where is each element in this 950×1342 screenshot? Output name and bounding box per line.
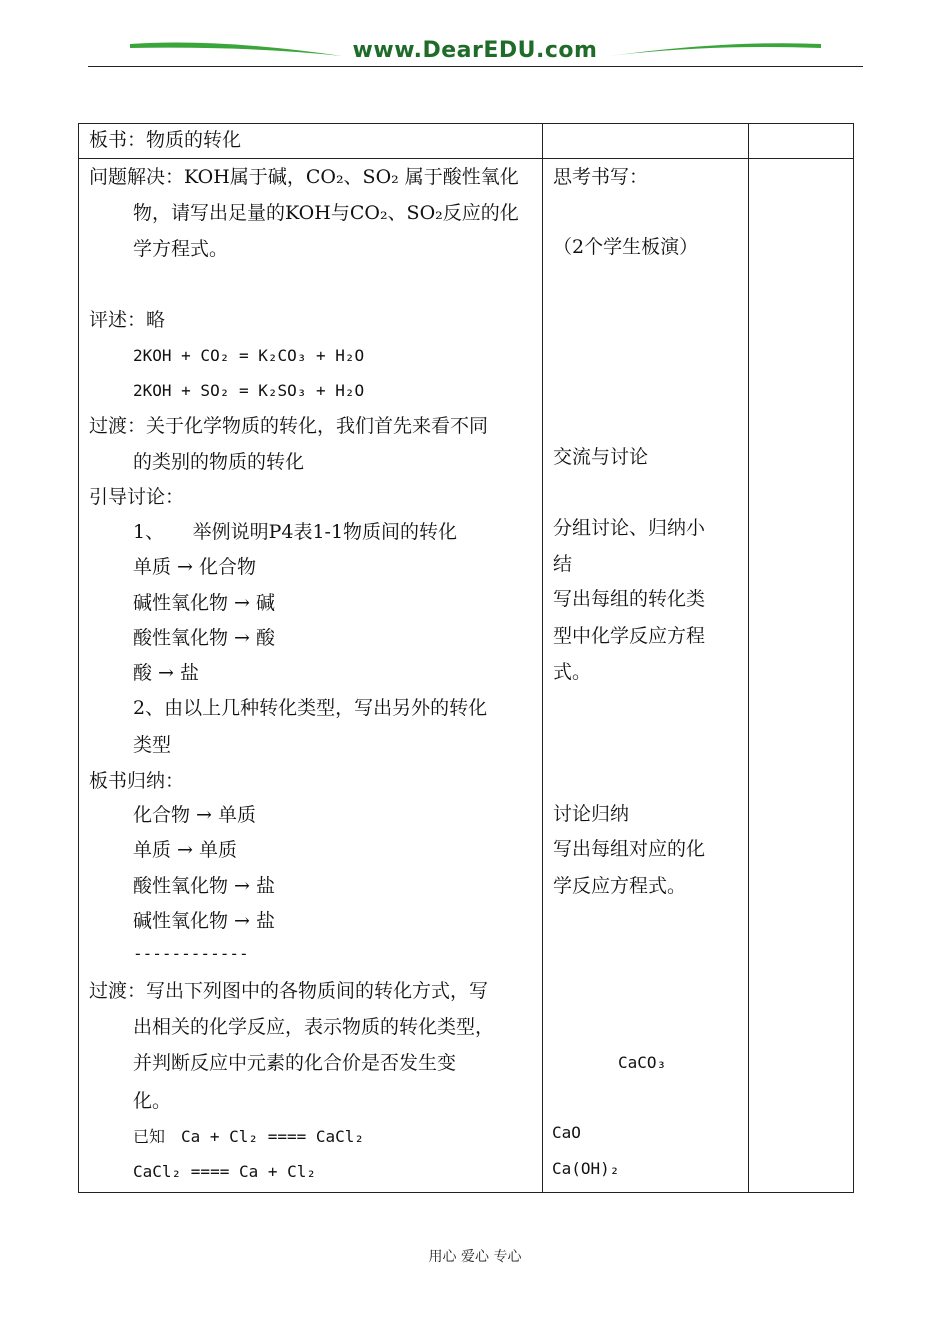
guide-item-2-line-2: 类型 (133, 734, 172, 756)
summary-3: 酸性氧化物 → 盐 (133, 875, 275, 897)
transition-2-line-2: 出相关的化学反应，表示物质的转化类型， (133, 1016, 495, 1038)
conversion-2: 碱性氧化物 → 碱 (133, 592, 275, 614)
conversion-1: 单质 → 化合物 (133, 556, 256, 578)
equation-1: 2KOH + CO₂ = K₂CO₃ + H₂O (133, 346, 365, 365)
guide-heading: 引导讨论： (89, 486, 185, 508)
compound-cao: CaO (552, 1123, 581, 1142)
review-line: 评述：略 (89, 309, 166, 331)
dashed-separator: ------------ (133, 944, 249, 963)
transition-2-line-1: 过渡：写出下列图中的各物质间的转化方式，写 (89, 980, 489, 1002)
write-line-4: 写出每组对应的化 (553, 838, 706, 860)
student-demo-note: （2个学生板演） (553, 236, 699, 258)
left-swoosh-decoration (128, 36, 343, 60)
exchange-discuss: 交流与讨论 (553, 446, 649, 468)
right-swoosh-decoration (608, 36, 823, 60)
summary-heading: 板书归纳： (89, 770, 185, 792)
write-line-5: 学反应方程式。 (553, 875, 687, 897)
page-header (0, 0, 950, 80)
discuss-summary: 讨论归纳 (553, 803, 630, 825)
column-divider-1 (542, 124, 543, 1192)
problem-line-2: 物，请写出足量的KOH与CO₂、SO₂反应的化 (133, 202, 519, 224)
write-line-1: 写出每组的转化类 (553, 588, 706, 610)
group-discuss-line-2: 结 (553, 553, 573, 575)
write-line-2: 型中化学反应方程 (553, 625, 706, 647)
column-divider-2 (748, 124, 749, 1192)
equation-2: 2KOH + SO₂ = K₂SO₃ + H₂O (133, 381, 365, 400)
compound-caco3: CaCO₃ (618, 1053, 667, 1072)
transition-1-line-1: 过渡：关于化学物质的转化，我们首先来看不同 (89, 415, 489, 437)
guide-item-1: 1、 举例说明P4表1-1物质间的转化 (133, 521, 458, 543)
conversion-3: 酸性氧化物 → 酸 (133, 627, 275, 649)
summary-1: 化合物 → 单质 (133, 804, 256, 826)
conversion-4: 酸 → 盐 (133, 662, 199, 684)
summary-4: 碱性氧化物 → 盐 (133, 910, 275, 932)
group-discuss-line-1: 分组讨论、归纳小 (553, 517, 706, 539)
problem-line-1: 问题解决：KOH属于碱，CO₂、SO₂ 属于酸性氧化 (89, 166, 519, 188)
problem-line-3: 学方程式。 (133, 238, 229, 260)
header-divider (88, 66, 863, 67)
transition-1-line-2: 的类别的物质的转化 (133, 451, 305, 473)
transition-2-line-4: 化。 (133, 1090, 172, 1112)
reverse-equation: CaCl₂ ==== Ca + Cl₂ (133, 1162, 317, 1181)
page-footer: 用心 爱心 专心 (428, 1249, 522, 1265)
board-title: 板书：物质的转化 (89, 129, 242, 151)
lesson-table (78, 123, 854, 1193)
write-line-3: 式。 (553, 661, 592, 683)
site-logo: www.DearEDU.com (352, 38, 598, 63)
known-equation: 已知 Ca + Cl₂ ==== CaCl₂ (133, 1127, 365, 1146)
guide-item-2-line-1: 2、由以上几种转化类型，写出另外的转化 (133, 697, 488, 719)
summary-2: 单质 → 单质 (133, 839, 237, 861)
row-divider (79, 158, 853, 159)
think-write-label: 思考书写： (553, 166, 649, 188)
transition-2-line-3: 并判断反应中元素的化合价是否发生变 (133, 1052, 457, 1074)
compound-caoh2: Ca(OH)₂ (552, 1159, 620, 1178)
